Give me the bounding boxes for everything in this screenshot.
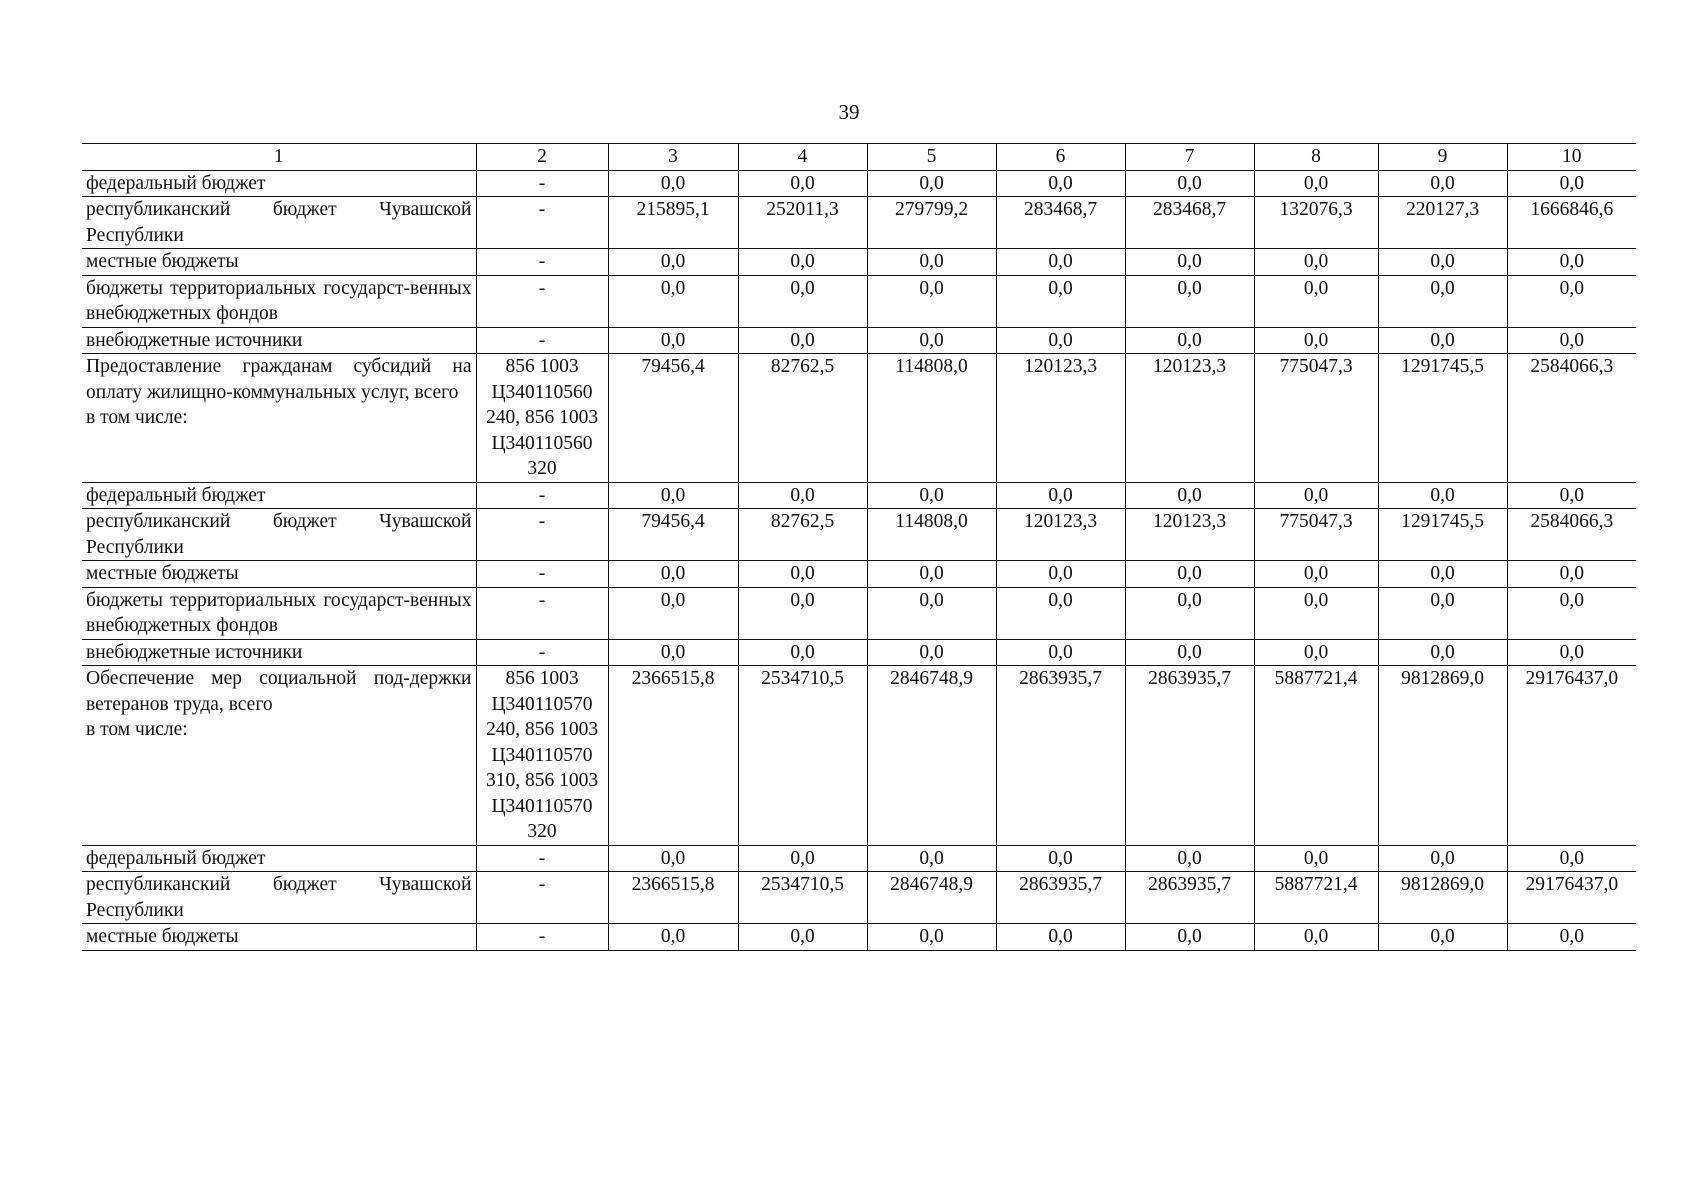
value-cell: 0,0 xyxy=(1507,275,1636,327)
table-row xyxy=(82,249,1636,276)
value-cell: 2863935,7 xyxy=(996,872,1125,924)
budget-code-cell: 856 1003 Ц340110560 240, 856 1003 Ц340110560 320 xyxy=(476,354,608,483)
value-cell: 0,0 xyxy=(1378,327,1507,354)
value-cell: 79456,4 xyxy=(608,509,738,561)
value-cell: 0,0 xyxy=(1125,249,1254,276)
value-cell: 120123,3 xyxy=(1125,509,1254,561)
value-cell: 0,0 xyxy=(1254,845,1378,872)
value-cell: 0,0 xyxy=(608,587,738,639)
value-cell: 1666846,6 xyxy=(1507,197,1636,249)
page-number: 39 xyxy=(838,100,860,124)
value-cell: 0,0 xyxy=(738,845,867,872)
budget-code-cell: - xyxy=(476,561,608,588)
value-cell: 2534710,5 xyxy=(738,872,867,924)
value-cell: 0,0 xyxy=(996,587,1125,639)
value-cell: 0,0 xyxy=(608,482,738,509)
value-cell: 2534710,5 xyxy=(738,666,867,846)
value-cell: 0,0 xyxy=(738,639,867,666)
row-name-cell: республиканский бюджет Чувашской Республики xyxy=(82,872,476,924)
row-name-cell: республиканский бюджет Чувашской Республики xyxy=(82,197,476,249)
table-row xyxy=(82,924,1636,951)
row-name-cell: внебюджетные источники xyxy=(82,327,476,354)
value-cell: 0,0 xyxy=(1254,587,1378,639)
value-cell: 0,0 xyxy=(996,924,1125,951)
value-cell: 0,0 xyxy=(867,845,996,872)
value-cell: 0,0 xyxy=(608,170,738,197)
column-header: 10 xyxy=(1507,144,1636,171)
value-cell: 0,0 xyxy=(1254,275,1378,327)
value-cell: 215895,1 xyxy=(608,197,738,249)
value-cell: 0,0 xyxy=(1125,639,1254,666)
column-header: 7 xyxy=(1125,144,1254,171)
value-cell: 82762,5 xyxy=(738,354,867,483)
row-name-cell: Предоставление гражданам субсидий на оплату жилищно-коммунальных услуг, всего в том числе: xyxy=(82,354,476,483)
value-cell: 2863935,7 xyxy=(1125,872,1254,924)
value-cell: 0,0 xyxy=(738,275,867,327)
row-name-cell: бюджеты территориальных государст-венных внебюджетных фондов xyxy=(82,275,476,327)
value-cell: 114808,0 xyxy=(867,354,996,483)
value-cell: 0,0 xyxy=(1125,275,1254,327)
value-cell: 5887721,4 xyxy=(1254,872,1378,924)
value-cell: 0,0 xyxy=(608,639,738,666)
budget-code-cell: - xyxy=(476,924,608,951)
column-header: 8 xyxy=(1254,144,1378,171)
row-name-cell: республиканский бюджет Чувашской Республики xyxy=(82,509,476,561)
value-cell: 1291745,5 xyxy=(1378,354,1507,483)
value-cell: 0,0 xyxy=(996,275,1125,327)
value-cell: 114808,0 xyxy=(867,509,996,561)
value-cell: 0,0 xyxy=(1254,639,1378,666)
value-cell: 0,0 xyxy=(1507,249,1636,276)
value-cell: 0,0 xyxy=(738,327,867,354)
value-cell: 0,0 xyxy=(1378,275,1507,327)
value-cell: 0,0 xyxy=(738,587,867,639)
table-row xyxy=(82,354,1636,483)
row-name-cell: бюджеты территориальных государст-венных внебюджетных фондов xyxy=(82,587,476,639)
value-cell: 2584066,3 xyxy=(1507,509,1636,561)
value-cell: 0,0 xyxy=(996,249,1125,276)
row-name-cell: внебюджетные источники xyxy=(82,639,476,666)
value-cell: 0,0 xyxy=(1507,482,1636,509)
value-cell: 775047,3 xyxy=(1254,509,1378,561)
value-cell: 0,0 xyxy=(867,275,996,327)
value-cell: 0,0 xyxy=(1254,561,1378,588)
value-cell: 0,0 xyxy=(1125,924,1254,951)
budget-code-cell: - xyxy=(476,327,608,354)
value-cell: 0,0 xyxy=(1507,639,1636,666)
value-cell: 120123,3 xyxy=(996,354,1125,483)
value-cell: 0,0 xyxy=(1254,249,1378,276)
row-name-cell: Обеспечение мер социальной под-держки ветеранов труда, всего в том числе: xyxy=(82,666,476,846)
value-cell: 0,0 xyxy=(738,249,867,276)
column-header: 5 xyxy=(867,144,996,171)
value-cell: 0,0 xyxy=(1507,561,1636,588)
row-name-cell: местные бюджеты xyxy=(82,924,476,951)
value-cell: 0,0 xyxy=(738,170,867,197)
value-cell: 0,0 xyxy=(608,845,738,872)
value-cell: 0,0 xyxy=(738,482,867,509)
value-cell: 0,0 xyxy=(1507,170,1636,197)
value-cell: 1291745,5 xyxy=(1378,509,1507,561)
value-cell: 0,0 xyxy=(1125,845,1254,872)
budget-code-cell: - xyxy=(476,249,608,276)
column-header: 4 xyxy=(738,144,867,171)
value-cell: 0,0 xyxy=(1378,639,1507,666)
value-cell: 0,0 xyxy=(1507,924,1636,951)
row-name-cell: федеральный бюджет xyxy=(82,170,476,197)
value-cell: 0,0 xyxy=(1378,845,1507,872)
value-cell: 0,0 xyxy=(1254,327,1378,354)
value-cell: 2863935,7 xyxy=(1125,666,1254,846)
value-cell: 0,0 xyxy=(996,482,1125,509)
value-cell: 0,0 xyxy=(1378,170,1507,197)
column-header: 2 xyxy=(476,144,608,171)
value-cell: 2584066,3 xyxy=(1507,354,1636,483)
value-cell: 0,0 xyxy=(1125,482,1254,509)
value-cell: 279799,2 xyxy=(867,197,996,249)
value-cell: 0,0 xyxy=(1125,561,1254,588)
budget-code-cell: - xyxy=(476,845,608,872)
value-cell: 2846748,9 xyxy=(867,872,996,924)
value-cell: 0,0 xyxy=(1507,327,1636,354)
value-cell: 0,0 xyxy=(867,561,996,588)
value-cell: 0,0 xyxy=(867,170,996,197)
value-cell: 82762,5 xyxy=(738,509,867,561)
value-cell: 9812869,0 xyxy=(1378,872,1507,924)
value-cell: 0,0 xyxy=(738,924,867,951)
table-row xyxy=(82,587,1636,639)
value-cell: 0,0 xyxy=(608,275,738,327)
table-row xyxy=(82,639,1636,666)
value-cell: 0,0 xyxy=(867,924,996,951)
value-cell: 0,0 xyxy=(1125,327,1254,354)
table-row xyxy=(82,197,1636,249)
table-row xyxy=(82,170,1636,197)
row-name-cell: местные бюджеты xyxy=(82,249,476,276)
value-cell: 0,0 xyxy=(1254,170,1378,197)
value-cell: 0,0 xyxy=(738,561,867,588)
value-cell: 0,0 xyxy=(867,639,996,666)
value-cell: 120123,3 xyxy=(1125,354,1254,483)
column-header: 9 xyxy=(1378,144,1507,171)
table-row xyxy=(82,482,1636,509)
table-row xyxy=(82,561,1636,588)
value-cell: 283468,7 xyxy=(1125,197,1254,249)
table-row xyxy=(82,327,1636,354)
value-cell: 0,0 xyxy=(996,561,1125,588)
value-cell: 0,0 xyxy=(608,561,738,588)
budget-table xyxy=(82,143,1636,951)
value-cell: 0,0 xyxy=(1378,482,1507,509)
value-cell: 0,0 xyxy=(867,482,996,509)
value-cell: 0,0 xyxy=(1254,482,1378,509)
budget-code-cell: - xyxy=(476,872,608,924)
value-cell: 0,0 xyxy=(1125,170,1254,197)
value-cell: 220127,3 xyxy=(1378,197,1507,249)
value-cell: 2846748,9 xyxy=(867,666,996,846)
row-name-cell: местные бюджеты xyxy=(82,561,476,588)
table-row xyxy=(82,509,1636,561)
value-cell: 9812869,0 xyxy=(1378,666,1507,846)
value-cell: 79456,4 xyxy=(608,354,738,483)
value-cell: 0,0 xyxy=(867,249,996,276)
value-cell: 0,0 xyxy=(1378,561,1507,588)
budget-code-cell: 856 1003 Ц340110570 240, 856 1003 Ц340110570 310, 856 1003 Ц340110570 320 xyxy=(476,666,608,846)
budget-code-cell: - xyxy=(476,275,608,327)
budget-code-cell: - xyxy=(476,482,608,509)
table-row xyxy=(82,845,1636,872)
value-cell: 29176437,0 xyxy=(1507,666,1636,846)
value-cell: 0,0 xyxy=(996,639,1125,666)
value-cell: 2863935,7 xyxy=(996,666,1125,846)
value-cell: 0,0 xyxy=(996,170,1125,197)
value-cell: 0,0 xyxy=(1254,924,1378,951)
budget-code-cell: - xyxy=(476,587,608,639)
value-cell: 2366515,8 xyxy=(608,666,738,846)
column-header: 3 xyxy=(608,144,738,171)
value-cell: 0,0 xyxy=(608,924,738,951)
column-header: 1 xyxy=(82,144,476,171)
value-cell: 0,0 xyxy=(1125,587,1254,639)
value-cell: 0,0 xyxy=(608,327,738,354)
value-cell: 252011,3 xyxy=(738,197,867,249)
value-cell: 0,0 xyxy=(1378,587,1507,639)
column-header: 6 xyxy=(996,144,1125,171)
row-name-cell: федеральный бюджет xyxy=(82,482,476,509)
value-cell: 120123,3 xyxy=(996,509,1125,561)
table-row xyxy=(82,275,1636,327)
table-body xyxy=(82,170,1636,950)
value-cell: 5887721,4 xyxy=(1254,666,1378,846)
value-cell: 0,0 xyxy=(1378,249,1507,276)
value-cell: 0,0 xyxy=(1507,587,1636,639)
budget-code-cell: - xyxy=(476,197,608,249)
value-cell: 775047,3 xyxy=(1254,354,1378,483)
table-row xyxy=(82,666,1636,846)
value-cell: 0,0 xyxy=(996,845,1125,872)
value-cell: 2366515,8 xyxy=(608,872,738,924)
value-cell: 0,0 xyxy=(1507,845,1636,872)
budget-code-cell: - xyxy=(476,639,608,666)
row-name-cell: федеральный бюджет xyxy=(82,845,476,872)
value-cell: 0,0 xyxy=(867,327,996,354)
budget-code-cell: - xyxy=(476,170,608,197)
table-row xyxy=(82,872,1636,924)
value-cell: 0,0 xyxy=(1378,924,1507,951)
value-cell: 29176437,0 xyxy=(1507,872,1636,924)
value-cell: 132076,3 xyxy=(1254,197,1378,249)
value-cell: 0,0 xyxy=(996,327,1125,354)
header-row xyxy=(82,144,1636,171)
budget-code-cell: - xyxy=(476,509,608,561)
value-cell: 283468,7 xyxy=(996,197,1125,249)
value-cell: 0,0 xyxy=(867,587,996,639)
value-cell: 0,0 xyxy=(608,249,738,276)
